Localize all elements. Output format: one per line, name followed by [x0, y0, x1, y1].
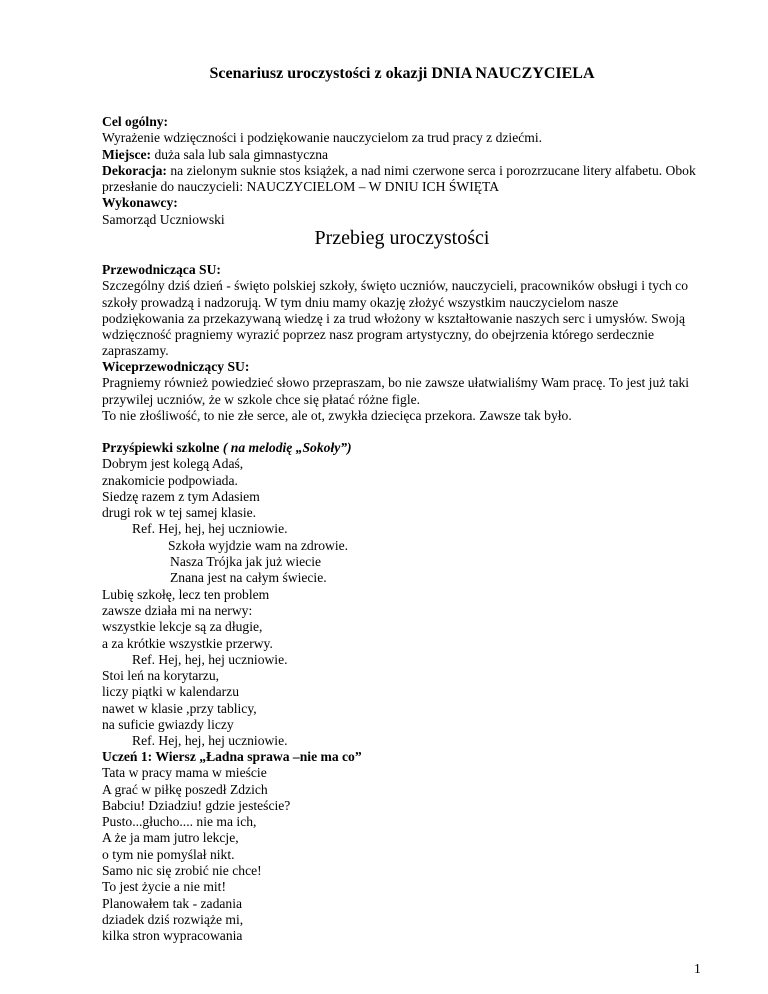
chair-line: wdzięczność pragniemy wyrazić poprzez nasz program artystyczny, do obejrzenia którego serdecznie: [102, 327, 655, 343]
goal-text: Wyrażenie wdzięczności i podziękowanie nauczycielom za trud pracy z dziećmi.: [102, 130, 543, 146]
decor-text-2: przesłanie do nauczycieli: NAUCZYCIELOM – W DNIU ICH ŚWIĘTA: [102, 179, 500, 195]
performers-label: Wykonawcy:: [102, 195, 178, 211]
place-text: duża sala lub sala gimnastyczna: [151, 146, 329, 162]
song-line: a za krótkie wszystkie przerwy.: [102, 635, 273, 651]
place-label: Miejsce:: [102, 146, 152, 162]
page-number: 1: [694, 961, 701, 976]
vice-line: To nie złośliwość, to nie złe serce, ale ot, zwykła dziecięca przekora. Zawsze tak było.: [102, 407, 572, 423]
song-label: Przyśpiewki szkolne: [102, 440, 220, 455]
student1-section: [102, 749, 702, 945]
song-line: Dobrym jest kolegą Adaś,: [102, 456, 244, 472]
song-line: wszystkie lekcje są za długie,: [102, 619, 263, 635]
song-line: Lubię szkołę, lecz ten problem: [102, 586, 270, 602]
vice-line: Pragniemy również powiedzieć słowo przepraszam, bo nie zawsze ułatwialiśmy Wam pracę. To jest już taki: [102, 375, 690, 391]
poem-line: Babciu! Dziadziu! gdzie jesteście?: [102, 797, 291, 813]
poem-line: dziadek dziś rozwiąże mi,: [102, 911, 244, 927]
student1-label: Uczeń 1: Wiersz „Ładna sprawa –nie ma co”: [102, 749, 362, 764]
song-line: Nasza Trójka jak już wiecie: [170, 554, 321, 570]
chair-section: [102, 262, 702, 360]
song-refrain: Ref. Hej, hej, hej uczniowie.: [132, 733, 288, 749]
song-section: [102, 440, 702, 750]
poem-line: Tata w pracy mama w mieście: [102, 765, 267, 781]
song-line: znakomicie podpowiada.: [102, 472, 238, 488]
song-line: drugi rok w tej samej klasie.: [102, 505, 257, 521]
decor-text-1: na zielonym suknie stos książek, a nad nimi czerwone serca i porozrzucane litery alfabetu. Obok: [166, 162, 696, 178]
chair-label: Przewodnicząca SU:: [102, 262, 221, 277]
poem-line: Planowałem tak - zadania: [102, 895, 243, 911]
goal-label: Cel ogólny:: [102, 114, 169, 129]
decor-line: [102, 163, 702, 179]
song-line: nawet w klasie ,przy tablicy,: [102, 700, 257, 716]
song-line: Stoi leń na korytarzu,: [102, 668, 220, 684]
poem-line: o tym nie pomyślał nikt.: [102, 846, 235, 862]
place-line: [102, 147, 702, 163]
song-line: liczy piątki w kalendarzu: [102, 684, 240, 700]
performers-text: Samorząd Uczniowski: [102, 211, 225, 227]
poem-line: Samo nic się zrobić nie chce!: [102, 863, 262, 879]
song-line: Znana jest na całym świecie.: [170, 570, 327, 586]
song-line: zawsze działa mi na nerwy:: [102, 602, 253, 618]
chair-line: Szczególny dziś dzień - święto polskiej szkoły, święto uczniów, nauczycieli, pracowników obsługi i tych co: [102, 278, 689, 294]
document-title: Scenariusz uroczystości z okazji DNIA NAUCZYCIELA: [209, 65, 595, 82]
song-refrain: Ref. Hej, hej, hej uczniowie.: [132, 651, 288, 667]
chair-line: szkoły prowadzą i nadzorują. W tym dniu mamy okazję złożyć wszystkim nauczycielom nasze: [102, 294, 619, 310]
song-label-note: ( na melodię „Sokoły”): [219, 440, 352, 455]
poem-line: A grać w piłkę poszedł Zdzich: [102, 781, 268, 797]
song-refrain: Ref. Hej, hej, hej uczniowie.: [132, 521, 288, 537]
chair-line: zapraszamy.: [102, 343, 169, 359]
song-line: na suficie gwiazdy liczy: [102, 717, 234, 733]
poem-line: kilka stron wypracowania: [102, 928, 243, 944]
vice-label: Wiceprzewodniczący SU:: [102, 359, 250, 374]
poem-line: Pusto...głucho.... nie ma ich,: [102, 814, 257, 830]
chair-line: podziękowania za przekazywaną wiedzę i za trud włożony w kształtowanie naszych serc i umysłów. Swoją: [102, 310, 686, 326]
section-title: Przebieg uroczystości: [314, 227, 490, 249]
song-line: Siedzę razem z tym Adasiem: [102, 488, 260, 504]
song-line: Szkoła wyjdzie wam na zdrowie.: [168, 537, 349, 553]
song-heading: [102, 440, 702, 456]
vice-line: przywilej uczniów, że w szkole chce się płatać różne figle.: [102, 391, 421, 407]
vice-section: [102, 359, 702, 424]
intro-section: [102, 114, 702, 228]
poem-line: To jest życie a nie mit!: [102, 879, 226, 895]
decor-label: Dekoracja:: [102, 162, 167, 178]
poem-line: A że ja mam jutro lekcje,: [102, 830, 239, 846]
